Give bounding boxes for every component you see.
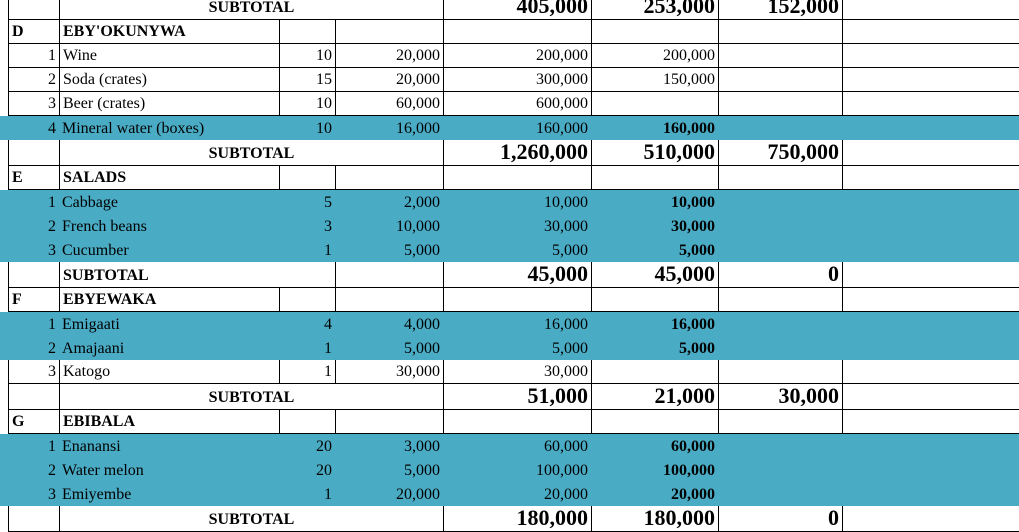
empty-cell[interactable] [443, 288, 591, 312]
item-row [0, 68, 1019, 92]
subtotal-paid-cell[interactable]: 180,000 [591, 506, 718, 532]
empty-cell[interactable] [842, 434, 1019, 458]
section-code-cell[interactable]: D [8, 20, 59, 44]
empty-cell[interactable] [842, 336, 1019, 360]
empty-cell[interactable] [842, 458, 1019, 482]
empty-cell[interactable] [279, 288, 335, 312]
unit-rate-cell[interactable]: 4,000 [404, 316, 440, 333]
section-header-row [0, 288, 1019, 312]
empty-cell[interactable] [335, 410, 443, 434]
item-number-cell[interactable]: 2 [48, 462, 56, 479]
section-code-cell[interactable]: E [8, 166, 59, 190]
subtotal-row [0, 262, 1019, 288]
item-name-cell[interactable]: Enanansi [62, 438, 121, 455]
subtotal-balance-cell[interactable]: 0 [718, 262, 842, 288]
quantity-cell[interactable]: 20 [316, 438, 332, 455]
item-name-cell[interactable]: Emiyembe [62, 486, 132, 503]
subtotal-row [0, 384, 1019, 410]
paid-cell[interactable]: 16,000 [671, 316, 715, 333]
item-name-cell[interactable]: Soda (crates) [59, 68, 279, 92]
item-row [0, 116, 1019, 140]
empty-cell[interactable] [335, 288, 443, 312]
empty-cell[interactable] [279, 410, 335, 434]
quantity-cell[interactable]: 4 [324, 316, 332, 333]
amount-cell[interactable]: 200,000 [443, 44, 591, 68]
item-number-cell[interactable]: 2 [8, 68, 59, 92]
paid-cell[interactable]: 30,000 [671, 218, 715, 235]
empty-cell[interactable] [718, 410, 842, 434]
item-number-cell[interactable]: 1 [48, 194, 56, 211]
empty-cell[interactable] [8, 384, 59, 410]
amount-cell[interactable]: 20,000 [544, 486, 588, 503]
balance-cell[interactable] [718, 482, 842, 506]
subtotal-label-cell[interactable]: SUBTOTAL [59, 506, 443, 532]
subtotal-total-cell[interactable]: 405,000 [443, 0, 591, 20]
empty-cell[interactable] [842, 92, 1019, 116]
subtotal-label-cell[interactable]: SUBTOTAL [59, 0, 443, 20]
item-name-cell[interactable]: Katogo [59, 360, 279, 384]
unit-rate-cell[interactable]: 30,000 [335, 360, 443, 384]
unit-rate-cell[interactable]: 5,000 [404, 462, 440, 479]
empty-cell[interactable] [279, 20, 335, 44]
paid-cell[interactable]: 20,000 [671, 486, 715, 503]
amount-cell[interactable]: 16,000 [544, 316, 588, 333]
balance-cell[interactable] [718, 68, 842, 92]
section-header-row [0, 20, 1019, 44]
unit-rate-cell[interactable]: 2,000 [404, 194, 440, 211]
empty-cell[interactable] [842, 506, 1019, 532]
subtotal-paid-cell[interactable]: 21,000 [591, 384, 718, 410]
quantity-cell[interactable]: 5 [324, 194, 332, 211]
empty-cell[interactable] [443, 20, 591, 44]
amount-cell[interactable]: 5,000 [552, 340, 588, 357]
empty-cell[interactable] [842, 68, 1019, 92]
balance-cell[interactable] [718, 214, 842, 238]
item-number-cell[interactable]: 1 [48, 316, 56, 333]
item-row [0, 336, 1019, 360]
item-row [0, 482, 1019, 506]
empty-cell[interactable] [335, 20, 443, 44]
section-header-row [0, 166, 1019, 190]
subtotal-total-cell[interactable]: 45,000 [443, 262, 591, 288]
subtotal-total-cell[interactable]: 180,000 [443, 506, 591, 532]
item-row [0, 360, 1019, 384]
subtotal-total-cell[interactable]: 1,260,000 [443, 140, 591, 166]
unit-rate-cell[interactable]: 3,000 [404, 438, 440, 455]
amount-cell[interactable]: 600,000 [443, 92, 591, 116]
empty-cell[interactable] [8, 262, 59, 288]
subtotal-balance-cell[interactable]: 152,000 [718, 0, 842, 20]
quantity-cell[interactable]: 1 [324, 242, 332, 259]
empty-cell[interactable] [842, 262, 1019, 288]
balance-cell[interactable] [718, 116, 842, 140]
empty-cell[interactable] [842, 190, 1019, 214]
paid-cell[interactable] [591, 92, 718, 116]
item-name-cell[interactable]: Cucumber [62, 242, 129, 259]
item-row [0, 92, 1019, 116]
empty-cell[interactable] [842, 116, 1019, 140]
item-name-cell[interactable]: Wine [59, 44, 279, 68]
section-title-cell[interactable]: EBYEWAKA [59, 288, 279, 312]
item-number-cell[interactable]: 3 [48, 486, 56, 503]
section-code-cell[interactable]: F [8, 288, 59, 312]
balance-cell[interactable] [718, 360, 842, 384]
paid-cell[interactable]: 100,000 [663, 462, 715, 479]
empty-cell[interactable] [842, 140, 1019, 166]
unit-rate-cell[interactable]: 5,000 [404, 340, 440, 357]
empty-cell[interactable] [443, 410, 591, 434]
balance-cell[interactable] [718, 190, 842, 214]
item-row [0, 214, 1019, 238]
item-name-cell[interactable]: Amajaani [62, 340, 125, 357]
amount-cell[interactable]: 30,000 [443, 360, 591, 384]
item-number-cell[interactable]: 2 [48, 218, 56, 235]
quantity-cell[interactable]: 15 [279, 68, 335, 92]
quantity-cell[interactable]: 1 [324, 340, 332, 357]
balance-cell[interactable] [718, 44, 842, 68]
amount-cell[interactable]: 10,000 [544, 194, 588, 211]
empty-cell[interactable] [591, 288, 718, 312]
subtotal-label-cell[interactable]: SUBTOTAL [59, 384, 443, 410]
section-header-row [0, 410, 1019, 434]
item-row [0, 458, 1019, 482]
item-number-cell[interactable]: 3 [8, 360, 59, 384]
amount-cell[interactable]: 300,000 [443, 68, 591, 92]
paid-cell[interactable]: 150,000 [591, 68, 718, 92]
empty-cell[interactable] [842, 0, 1019, 20]
section-title-cell[interactable]: EBY'OKUNYWA [59, 20, 279, 44]
quantity-cell[interactable]: 10 [316, 120, 332, 137]
unit-rate-cell[interactable]: 10,000 [396, 218, 440, 235]
empty-cell[interactable] [842, 20, 1019, 44]
empty-cell[interactable] [842, 360, 1019, 384]
quantity-cell[interactable]: 10 [279, 44, 335, 68]
unit-rate-cell[interactable]: 60,000 [335, 92, 443, 116]
paid-cell[interactable]: 160,000 [663, 120, 715, 137]
balance-cell[interactable] [718, 336, 842, 360]
subtotal-balance-cell[interactable]: 750,000 [718, 140, 842, 166]
empty-cell[interactable] [443, 166, 591, 190]
subtotal-label-cell[interactable]: SUBTOTAL [59, 262, 335, 288]
item-row [0, 312, 1019, 336]
empty-cell[interactable] [842, 384, 1019, 410]
empty-cell[interactable] [842, 214, 1019, 238]
balance-cell[interactable] [718, 92, 842, 116]
item-number-cell[interactable]: 1 [48, 438, 56, 455]
empty-cell[interactable] [335, 262, 443, 288]
section-title-cell[interactable]: SALADS [59, 166, 279, 190]
subtotal-total-cell[interactable]: 51,000 [443, 384, 591, 410]
empty-cell[interactable] [718, 166, 842, 190]
subtotal-label-cell[interactable]: SUBTOTAL [59, 140, 443, 166]
amount-cell[interactable]: 100,000 [536, 462, 588, 479]
subtotal-paid-cell[interactable]: 510,000 [591, 140, 718, 166]
empty-cell[interactable] [842, 288, 1019, 312]
paid-cell[interactable]: 5,000 [679, 242, 715, 259]
subtotal-row [0, 140, 1019, 166]
item-number-cell[interactable]: 3 [48, 242, 56, 259]
item-name-cell[interactable]: Mineral water (boxes) [62, 120, 205, 137]
empty-cell[interactable] [591, 20, 718, 44]
empty-cell[interactable] [8, 140, 59, 166]
empty-cell[interactable] [591, 410, 718, 434]
unit-rate-cell[interactable]: 5,000 [404, 242, 440, 259]
subtotal-paid-cell[interactable]: 253,000 [591, 0, 718, 20]
unit-rate-cell[interactable]: 20,000 [335, 68, 443, 92]
subtotal-paid-cell[interactable]: 45,000 [591, 262, 718, 288]
paid-cell[interactable]: 60,000 [671, 438, 715, 455]
empty-cell[interactable] [8, 0, 59, 20]
item-row [0, 434, 1019, 458]
balance-cell[interactable] [718, 434, 842, 458]
amount-cell[interactable]: 30,000 [544, 218, 588, 235]
quantity-cell[interactable]: 20 [316, 462, 332, 479]
item-name-cell[interactable]: French beans [62, 218, 147, 235]
paid-cell[interactable]: 5,000 [679, 340, 715, 357]
empty-cell[interactable] [842, 312, 1019, 336]
empty-cell[interactable] [335, 166, 443, 190]
amount-cell[interactable]: 160,000 [536, 120, 588, 137]
subtotal-balance-cell[interactable]: 30,000 [718, 384, 842, 410]
empty-cell[interactable] [8, 506, 59, 532]
amount-cell[interactable]: 5,000 [552, 242, 588, 259]
empty-cell[interactable] [718, 288, 842, 312]
quantity-cell[interactable]: 10 [279, 92, 335, 116]
empty-cell[interactable] [591, 166, 718, 190]
empty-cell[interactable] [718, 20, 842, 44]
amount-cell[interactable]: 60,000 [544, 438, 588, 455]
paid-cell[interactable]: 10,000 [671, 194, 715, 211]
section-title-cell[interactable]: EBIBALA [59, 410, 279, 434]
empty-cell[interactable] [279, 166, 335, 190]
item-row [0, 190, 1019, 214]
unit-rate-cell[interactable]: 20,000 [396, 486, 440, 503]
empty-cell[interactable] [842, 238, 1019, 262]
section-code-cell[interactable]: G [8, 410, 59, 434]
item-name-cell[interactable]: Beer (crates) [59, 92, 279, 116]
balance-cell[interactable] [718, 458, 842, 482]
item-number-cell[interactable]: 3 [8, 92, 59, 116]
quantity-cell[interactable]: 3 [324, 218, 332, 235]
balance-cell[interactable] [718, 238, 842, 262]
balance-cell[interactable] [718, 312, 842, 336]
item-name-cell[interactable]: Emigaati [62, 316, 120, 333]
empty-cell[interactable] [842, 166, 1019, 190]
item-number-cell[interactable]: 2 [48, 340, 56, 357]
empty-cell[interactable] [842, 44, 1019, 68]
empty-cell[interactable] [842, 482, 1019, 506]
item-name-cell[interactable]: Water melon [62, 462, 144, 479]
subtotal-row [0, 0, 1019, 20]
paid-cell[interactable]: 200,000 [591, 44, 718, 68]
unit-rate-cell[interactable]: 16,000 [396, 120, 440, 137]
paid-cell[interactable] [591, 360, 718, 384]
item-row [0, 44, 1019, 68]
item-name-cell[interactable]: Cabbage [62, 194, 118, 211]
unit-rate-cell[interactable]: 20,000 [335, 44, 443, 68]
quantity-cell[interactable]: 1 [324, 486, 332, 503]
item-number-cell[interactable]: 1 [8, 44, 59, 68]
subtotal-row [0, 506, 1019, 532]
quantity-cell[interactable]: 1 [279, 360, 335, 384]
item-row [0, 238, 1019, 262]
subtotal-balance-cell[interactable]: 0 [718, 506, 842, 532]
empty-cell[interactable] [842, 410, 1019, 434]
item-number-cell[interactable]: 4 [48, 120, 56, 137]
